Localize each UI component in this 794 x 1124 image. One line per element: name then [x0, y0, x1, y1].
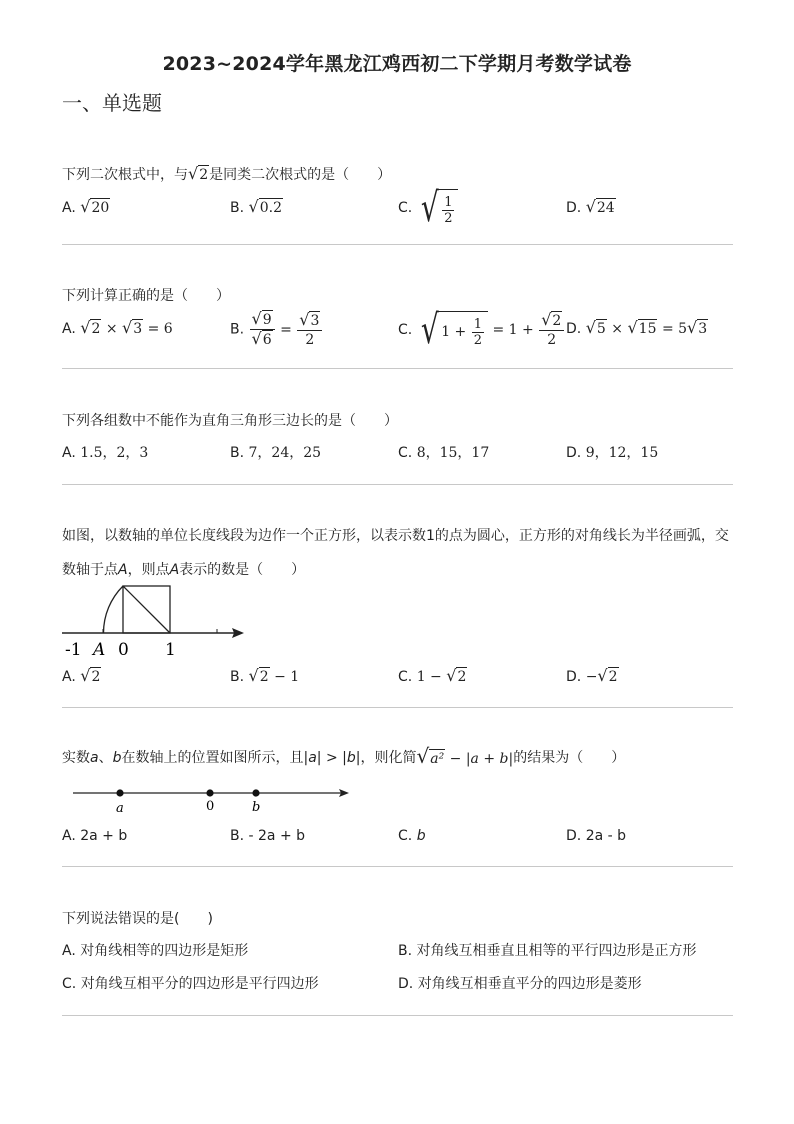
q4-a-label: A. — [62, 669, 76, 685]
q6-option-a[interactable] — [62, 942, 248, 960]
q6-c-text: 对角线互相平分的四边形是平行四边形 — [80, 976, 319, 992]
q5-expr-radicand: a² — [430, 751, 445, 767]
q2-d-r3: 3 — [698, 321, 708, 337]
q4-stem-point-a: A — [118, 562, 128, 578]
q2-b-den-radicand: 6 — [262, 332, 272, 348]
q2-c-label: C. — [398, 322, 413, 338]
q5-label-a: a — [116, 801, 124, 816]
exam-title: 2023~2024学年黑龙江鸡西初二下学期月考数学试卷 — [162, 53, 632, 75]
q4-d-head: − — [585, 669, 598, 685]
q4-c-radicand: 2 — [457, 669, 467, 685]
q2-b-eq: = — [280, 321, 292, 338]
q4-number-line-figure — [60, 580, 250, 660]
q5-point-b — [252, 789, 259, 796]
q4-option-a[interactable]: A. √2 — [62, 666, 101, 685]
section-title: 一、单选题 — [62, 91, 162, 115]
q1-a-label: A. — [62, 200, 76, 216]
question-4-stem-line-2 — [62, 561, 305, 579]
q3-a-text: 1.5，2，3 — [80, 445, 149, 461]
q1-c-den: 2 — [444, 210, 453, 226]
q2-c-rnum: 2 — [552, 313, 562, 329]
q1-c-num: 1 — [444, 194, 453, 210]
q3-b-label: B. — [230, 445, 245, 461]
q6-option-d[interactable] — [398, 975, 642, 993]
q5-label-0: 0 — [206, 799, 215, 814]
q5-c-text: b — [416, 828, 426, 844]
q1-option-d[interactable]: D. √24 — [566, 197, 615, 216]
q2-a-times: × — [105, 321, 118, 337]
question-4-stem-line-1: 如图，以数轴的单位长度线段为边作一个正方形，以表示数1的点为圆心，正方形的对角线长为半径画弧，交 — [62, 528, 729, 544]
q1-stem-sqrt: √2 — [188, 164, 209, 183]
q4-stem-c: 表示的数是（ ） — [179, 562, 306, 578]
q5-var-a: a — [90, 749, 99, 766]
q2-c-den: 2 — [473, 332, 483, 348]
question-5-stem: 实数 a 、 b 在数轴上的位置如图所示，且| a | > | b |，则化简 √a² − |a + b| 的结果为（ ） — [62, 744, 626, 768]
q6-b-label: B. — [398, 943, 413, 959]
q5-option-a[interactable] — [62, 827, 127, 845]
q2-c-num: 1 — [473, 316, 483, 332]
q5-stem-f: 的结果为（ ） — [513, 749, 626, 766]
q1-option-a[interactable]: A. √20 — [62, 197, 110, 216]
q5-var-b: b — [112, 749, 122, 766]
question-6-stem: 下列说法错误的是( ) — [62, 911, 213, 927]
q6-a-label: A. — [62, 943, 76, 959]
q5-point-a — [116, 789, 123, 796]
q6-c-label: C. — [62, 976, 77, 992]
q1-option-b[interactable]: B. √0.2 — [230, 197, 282, 216]
q2-d-r2: 15 — [638, 321, 657, 337]
q5-stem-a: 实数 — [62, 749, 90, 766]
q4-option-c[interactable]: C. 1 − √2 — [398, 666, 467, 685]
question-2-stem: 下列计算正确的是（ ） — [62, 288, 230, 304]
q4-option-d[interactable]: D. −√2 — [566, 666, 618, 685]
q5-b-text: - 2a + b — [248, 828, 306, 844]
q3-option-c[interactable] — [398, 444, 489, 462]
q4-label-a: A — [93, 640, 106, 660]
q4-b-radicand: 2 — [259, 669, 269, 685]
q2-option-b[interactable]: B. $\frac{√9}{√6}$ = $\frac{√3}{2}$ — [230, 310, 323, 349]
q3-a-label: A. — [62, 445, 76, 461]
q2-d-eq: = 5 — [661, 321, 688, 337]
q2-d-label: D. — [566, 321, 582, 337]
q2-b-rden: 2 — [305, 331, 315, 348]
q6-option-b[interactable] — [398, 942, 697, 960]
divider-5 — [62, 866, 733, 867]
q2-d-times: × — [611, 321, 623, 337]
q5-option-b[interactable] — [230, 827, 305, 845]
q6-b-text: 对角线互相垂直且相等的平行四边形是正方形 — [416, 943, 697, 959]
q4-c-head: 1 − — [416, 669, 442, 685]
q2-c-eq: = 1 + — [492, 322, 534, 338]
divider-2 — [62, 368, 733, 369]
q5-stem-c: 在数轴上的位置如图所示，且| — [121, 749, 309, 766]
q1-stem-before: 下列二次根式中，与 — [62, 167, 188, 183]
divider-6 — [62, 1015, 733, 1016]
q5-b-label: B. — [230, 828, 245, 844]
q5-abs-b: b — [346, 749, 356, 766]
q5-number-line-figure — [70, 782, 355, 818]
q4-stem-b: ，则点 — [127, 562, 170, 578]
q1-b-label: B. — [230, 200, 245, 216]
q4-b-label: B. — [230, 669, 245, 685]
q5-stem-b: 、 — [98, 749, 113, 766]
divider-1 — [62, 244, 733, 245]
q2-option-c[interactable]: C. √ 1 + $\frac{1}{2}$ = 1 + $\frac{√2}{2}$ — [398, 308, 565, 352]
q3-option-a[interactable] — [62, 444, 148, 462]
q2-b-num-radicand: 9 — [262, 312, 272, 328]
q2-option-d[interactable]: D. √5 × √15 = 5√3 — [566, 318, 708, 337]
q2-option-a[interactable]: A. √2 × √3 = 6 — [62, 318, 173, 337]
q2-a-r1: 2 — [91, 321, 101, 337]
question-3-stem: 下列各组数中不能作为直角三角形三边长的是（ ） — [62, 413, 398, 429]
q5-option-d[interactable] — [566, 827, 626, 845]
q5-option-c[interactable] — [398, 827, 426, 845]
q3-c-label: C. — [398, 445, 413, 461]
q5-a-label: A. — [62, 828, 76, 844]
q5-a-text: 2a + b — [80, 828, 128, 844]
question-1-stem — [62, 165, 391, 184]
q5-c-label: C. — [398, 828, 413, 844]
q4-d-label: D. — [566, 669, 582, 685]
q2-b-label: B. — [230, 321, 245, 338]
q2-a-label: A. — [62, 321, 76, 337]
q3-d-text: 9，12，15 — [585, 445, 659, 461]
q4-b-tail: − 1 — [274, 669, 300, 685]
q2-c-rden: 2 — [547, 332, 557, 348]
q4-label-minus-1: -1 — [65, 640, 82, 660]
q4-stem-point-a-2: A — [169, 562, 180, 578]
q4-d-radicand: 2 — [608, 669, 618, 685]
q1-option-c[interactable]: C. √ $\frac{1}{2}$ — [398, 186, 458, 230]
q5-label-b: b — [252, 800, 261, 815]
q1-b-radicand: 0.2 — [259, 200, 282, 216]
q2-a-r2: 3 — [133, 321, 143, 337]
q5-point-0 — [206, 789, 213, 796]
q2-b-rnum: 3 — [310, 312, 320, 329]
q4-label-1: 1 — [165, 640, 176, 660]
q1-d-radicand: 24 — [596, 200, 615, 216]
q5-expr-tail: − |a + b| — [449, 751, 514, 767]
q4-stem-a: 数轴于点 — [62, 562, 118, 578]
q5-d-label: D. — [566, 828, 582, 844]
q3-b-text: 7，24，25 — [248, 445, 322, 461]
q5-d-text: 2a - b — [585, 828, 627, 844]
divider-3 — [62, 484, 733, 485]
q4-diagonal — [123, 586, 170, 633]
q6-option-c[interactable] — [62, 975, 319, 993]
q1-a-radicand: 20 — [91, 200, 110, 216]
q1-stem-after: 是同类二次根式的是（ ） — [209, 167, 392, 183]
q6-d-label: D. — [398, 976, 414, 992]
q3-option-b[interactable] — [230, 444, 321, 462]
q3-c-text: 8，15，17 — [416, 445, 490, 461]
q4-label-0: 0 — [118, 640, 129, 660]
q3-d-label: D. — [566, 445, 582, 461]
q4-c-label: C. — [398, 669, 413, 685]
q5-abs-a: a — [308, 749, 317, 766]
q4-option-b[interactable]: B. √2 − 1 — [230, 666, 300, 685]
q5-stem-d: | > | — [316, 749, 347, 766]
q1-d-label: D. — [566, 200, 582, 216]
q2-a-eq: = 6 — [147, 321, 173, 337]
q6-d-text: 对角线互相垂直平分的四边形是菱形 — [417, 976, 642, 992]
q1-c-label: C. — [398, 200, 413, 216]
q5-stem-e: |，则化简 — [355, 749, 417, 766]
q4-arc — [104, 586, 124, 633]
q1-stem-radicand: 2 — [199, 167, 209, 183]
q6-a-text: 对角线相等的四边形是矩形 — [80, 943, 249, 959]
q3-option-d[interactable] — [566, 444, 658, 462]
q2-c-one: 1 + — [441, 324, 467, 340]
q4-a-radicand: 2 — [91, 669, 101, 685]
divider-4 — [62, 707, 733, 708]
q2-d-r1: 5 — [596, 321, 606, 337]
